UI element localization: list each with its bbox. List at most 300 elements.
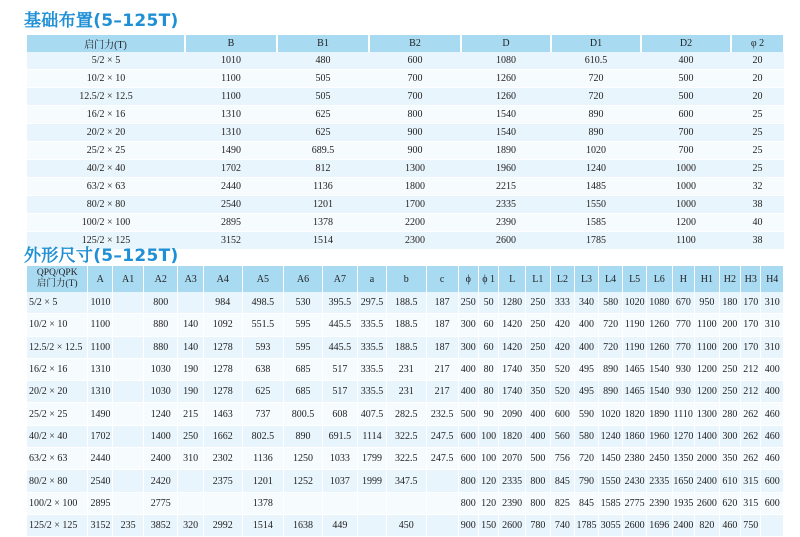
table-cell: 231 [386, 358, 426, 380]
table-cell: 1310 [88, 381, 113, 403]
table-cell: 1662 [204, 425, 243, 447]
table-cell: 880 [144, 314, 178, 336]
table-cell: 890 [598, 381, 623, 403]
table-cell: 10/2 × 10 [27, 314, 88, 336]
table-cell: 1260 [646, 314, 672, 336]
header-cell: D2 [641, 35, 731, 52]
table-cell: 335.5 [358, 358, 387, 380]
table-cell: 1100 [641, 232, 731, 250]
table-cell: 1585 [598, 492, 623, 514]
table-cell: 1799 [358, 448, 387, 470]
table-cell: 2895 [185, 214, 277, 232]
table-cell: 247.5 [426, 425, 458, 447]
table-cell: 1278 [204, 358, 243, 380]
table-cell: 505 [277, 70, 369, 88]
table-cell: 400 [458, 358, 478, 380]
table-cell [113, 292, 144, 314]
table-cell: 2600 [461, 232, 551, 250]
table-cell: 1100 [88, 314, 113, 336]
table-cell: 2540 [185, 196, 277, 214]
table-cell: 32 [731, 178, 784, 196]
table-cell: 3055 [598, 514, 623, 536]
table-cell: 498.5 [242, 292, 284, 314]
table-cell: 170 [741, 292, 761, 314]
table-cell: 20 [731, 70, 784, 88]
table-cell: 1300 [369, 160, 461, 178]
table-cell: 1378 [277, 214, 369, 232]
header-cell: A1 [113, 266, 144, 292]
table-cell: 38 [731, 232, 784, 250]
table-row [27, 336, 784, 358]
table-cell: 1037 [322, 470, 357, 492]
table-cell: 125/2 × 125 [27, 514, 88, 536]
header-cell: a [358, 266, 387, 292]
table-cell: 770 [672, 336, 694, 358]
table-cell: 100 [478, 448, 498, 470]
table-cell: 1000 [641, 196, 731, 214]
table-cell: 2200 [369, 214, 461, 232]
table-cell: 984 [204, 292, 243, 314]
header-cell: B1 [277, 35, 369, 52]
table-cell: 517 [322, 358, 357, 380]
table-cell: 250 [719, 381, 740, 403]
table-cell: 262 [741, 403, 761, 425]
table-row [27, 160, 784, 178]
table-cell: 2335 [499, 470, 526, 492]
table-cell: 2070 [499, 448, 526, 470]
table-cell: 212 [741, 381, 761, 403]
table-cell: 1514 [277, 232, 369, 250]
table-cell: 825 [550, 492, 575, 514]
table-cell: 2440 [88, 448, 113, 470]
table-cell: 2440 [185, 178, 277, 196]
table-cell: 20 [731, 52, 784, 70]
table-cell: 10/2 × 10 [27, 70, 185, 88]
table-cell: 2775 [144, 492, 178, 514]
table-cell: 1020 [551, 142, 641, 160]
table-cell: 720 [575, 448, 599, 470]
header-cell: ϕ [458, 266, 478, 292]
table-cell: 890 [598, 358, 623, 380]
table-cell: 1270 [672, 425, 694, 447]
table-cell: 2450 [646, 448, 672, 470]
table-cell: 120 [478, 470, 498, 492]
table-cell: 315 [741, 492, 761, 514]
table-row [27, 106, 784, 124]
table-cell: 400 [761, 358, 784, 380]
table-cell: 5/2 × 5 [27, 292, 88, 314]
table-cell: 756 [550, 448, 575, 470]
table-cell: 125/2 × 125 [27, 232, 185, 250]
header-cell: c [426, 266, 458, 292]
table-cell: 1030 [144, 381, 178, 403]
table-cell: 1278 [204, 336, 243, 358]
table-cell: 600 [761, 470, 784, 492]
table-cell: 120 [478, 492, 498, 514]
table-cell: 2430 [623, 470, 647, 492]
table-cell: 1696 [646, 514, 672, 536]
table-cell: 1310 [88, 358, 113, 380]
table-cell: 1300 [695, 403, 720, 425]
table-cell: 1278 [204, 381, 243, 403]
table-cell: 2215 [461, 178, 551, 196]
table-cell: 517 [322, 381, 357, 403]
table-cell: 300 [458, 314, 478, 336]
table-cell: 1252 [284, 470, 323, 492]
table-cell: 1550 [598, 470, 623, 492]
table-cell [426, 514, 458, 536]
table-cell: 800.5 [284, 403, 323, 425]
table-cell: 2992 [204, 514, 243, 536]
table-cell: 1092 [204, 314, 243, 336]
table-cell: 625 [277, 106, 369, 124]
header-cell: φ 2 [731, 35, 784, 52]
table-cell: 449 [322, 514, 357, 536]
table-cell: 340 [575, 292, 599, 314]
table-cell: 450 [386, 514, 426, 536]
table-cell: 395.5 [322, 292, 357, 314]
table-cell: 900 [369, 142, 461, 160]
table-cell: 770 [672, 314, 694, 336]
header-cell: L [499, 266, 526, 292]
table-cell: 2400 [144, 448, 178, 470]
table-cell: 350 [719, 448, 740, 470]
header-cell: b [386, 266, 426, 292]
table-cell: 333 [550, 292, 575, 314]
table-cell: 1201 [277, 196, 369, 214]
table-cell: 880 [144, 336, 178, 358]
table-cell: 215 [178, 403, 204, 425]
table-cell: 60 [478, 314, 498, 336]
table-row [27, 492, 784, 514]
table-cell: 315 [741, 470, 761, 492]
table-cell: 1240 [598, 425, 623, 447]
table-cell: 595 [284, 336, 323, 358]
table-cell: 40 [731, 214, 784, 232]
table-cell: 2335 [646, 470, 672, 492]
table-row [27, 196, 784, 214]
table-cell: 1100 [695, 314, 720, 336]
table-cell: 212 [741, 358, 761, 380]
table-cell: 250 [719, 358, 740, 380]
header-cell: L2 [550, 266, 575, 292]
header-cell: A2 [144, 266, 178, 292]
table-cell: 1260 [646, 336, 672, 358]
table-cell: 520 [550, 381, 575, 403]
table-cell: 300 [458, 336, 478, 358]
table-cell: 890 [551, 124, 641, 142]
table-cell: 1463 [204, 403, 243, 425]
table-cell: 1585 [551, 214, 641, 232]
table-row [27, 358, 784, 380]
table-cell: 620 [719, 492, 740, 514]
table-cell: 1465 [623, 358, 647, 380]
section-title-foundation: 基础布置(5–125T) [24, 11, 179, 31]
table-cell: 50 [478, 292, 498, 314]
header-cell: B [185, 35, 277, 52]
table-cell: 3852 [144, 514, 178, 536]
header-model-line1: QPQ/QPK [36, 268, 78, 278]
table-cell: 1514 [242, 514, 284, 536]
table-cell [113, 336, 144, 358]
table-cell: 625 [242, 381, 284, 403]
table-cell: 400 [761, 381, 784, 403]
table-cell: 1450 [598, 448, 623, 470]
table-cell: 188.5 [386, 336, 426, 358]
table-cell [358, 492, 387, 514]
table-cell: 2540 [88, 470, 113, 492]
table-cell: 400 [458, 381, 478, 403]
table-cell: 170 [741, 314, 761, 336]
table-cell [284, 492, 323, 514]
table-cell: 580 [575, 425, 599, 447]
table-cell: 400 [641, 52, 731, 70]
table-cell: 1702 [185, 160, 277, 178]
table-cell: 1540 [461, 106, 551, 124]
table-cell: 1200 [641, 214, 731, 232]
table-cell: 930 [672, 358, 694, 380]
header-cell-model [27, 266, 88, 292]
table-cell: 600 [550, 403, 575, 425]
table-cell [426, 470, 458, 492]
table-cell: 800 [526, 492, 551, 514]
table-cell: 460 [761, 448, 784, 470]
table-cell: 1100 [88, 336, 113, 358]
table-cell: 720 [598, 314, 623, 336]
table-cell: 1260 [461, 70, 551, 88]
header-cell: ϕ 1 [478, 266, 498, 292]
header-cell: D1 [551, 35, 641, 52]
table-cell: 250 [526, 292, 551, 314]
table-cell: 3152 [88, 514, 113, 536]
table-cell: 445.5 [322, 336, 357, 358]
header-model-line2: 启门力(T) [36, 279, 78, 289]
table-cell: 560 [550, 425, 575, 447]
header-cell: A3 [178, 266, 204, 292]
table-cell: 188.5 [386, 314, 426, 336]
table-cell: 600 [761, 492, 784, 514]
table-cell [113, 425, 144, 447]
table-cell: 80/2 × 80 [27, 196, 185, 214]
table-cell: 1420 [499, 314, 526, 336]
table-cell: 310 [761, 292, 784, 314]
table-cell: 2390 [646, 492, 672, 514]
header-cell: H1 [695, 266, 720, 292]
table-cell: 820 [695, 514, 720, 536]
table-cell: 170 [741, 336, 761, 358]
table-cell: 1540 [646, 358, 672, 380]
table-cell: 780 [526, 514, 551, 536]
table-cell: 1033 [322, 448, 357, 470]
table-cell: 322.5 [386, 448, 426, 470]
table-cell: 1400 [144, 425, 178, 447]
table-cell: 1785 [551, 232, 641, 250]
table-row [27, 403, 784, 425]
table-cell: 407.5 [358, 403, 387, 425]
table-cell: 1490 [88, 403, 113, 425]
table-cell [113, 403, 144, 425]
table-row [27, 470, 784, 492]
table-cell: 930 [672, 381, 694, 403]
table-cell: 63/2 × 63 [27, 448, 88, 470]
table-cell: 40/2 × 40 [27, 160, 185, 178]
table-cell: 400 [526, 425, 551, 447]
table-cell: 60 [478, 336, 498, 358]
table-cell: 187 [426, 314, 458, 336]
table-cell: 600 [369, 52, 461, 70]
table-cell: 610.5 [551, 52, 641, 70]
table-cell: 140 [178, 314, 204, 336]
header-cell: H [672, 266, 694, 292]
table-cell: 500 [458, 403, 478, 425]
table-cell: 310 [761, 314, 784, 336]
table-row [27, 314, 784, 336]
table-cell [426, 492, 458, 514]
table-cell: 1240 [144, 403, 178, 425]
table-row [27, 52, 784, 70]
table-cell: 12.5/2 × 12.5 [27, 336, 88, 358]
table-cell: 140 [178, 336, 204, 358]
table-cell: 1740 [499, 358, 526, 380]
table-cell: 800 [144, 292, 178, 314]
table-cell: 1100 [185, 70, 277, 88]
table-cell: 737 [242, 403, 284, 425]
table-cell: 500 [641, 70, 731, 88]
table-cell: 310 [761, 336, 784, 358]
table-cell: 1378 [242, 492, 284, 514]
table-cell: 625 [277, 124, 369, 142]
table-cell: 2400 [695, 470, 720, 492]
table-cell: 1020 [623, 292, 647, 314]
table-cell: 1485 [551, 178, 641, 196]
table-cell: 2775 [623, 492, 647, 514]
table-cell: 1030 [144, 358, 178, 380]
header-cell: A6 [284, 266, 323, 292]
table-cell: 495 [575, 358, 599, 380]
header-cell: L5 [623, 266, 647, 292]
table-cell: 1114 [358, 425, 387, 447]
table-cell [178, 470, 204, 492]
table-cell: 1638 [284, 514, 323, 536]
header-cell: L3 [575, 266, 599, 292]
table-cell: 1000 [641, 160, 731, 178]
table-cell: 790 [575, 470, 599, 492]
table-cell: 600 [641, 106, 731, 124]
table-cell: 1960 [646, 425, 672, 447]
table-cell: 231 [386, 381, 426, 403]
table-cell: 608 [322, 403, 357, 425]
table-row [27, 124, 784, 142]
table-cell: 300 [719, 425, 740, 447]
table-cell: 1650 [672, 470, 694, 492]
header-cell: 启门力(T) [27, 35, 185, 52]
table-cell: 320 [178, 514, 204, 536]
table-cell: 187 [426, 336, 458, 358]
table-cell: 2000 [695, 448, 720, 470]
table-cell: 1465 [623, 381, 647, 403]
header-cell: B2 [369, 35, 461, 52]
table-cell: 700 [369, 88, 461, 106]
table-cell: 500 [641, 88, 731, 106]
table-cell [113, 381, 144, 403]
table-cell [204, 492, 243, 514]
table-cell: 335.5 [358, 336, 387, 358]
table-cell: 420 [550, 314, 575, 336]
table-cell: 1890 [461, 142, 551, 160]
table-cell: 282.5 [386, 403, 426, 425]
table-cell: 250 [526, 314, 551, 336]
table-cell: 25/2 × 25 [27, 142, 185, 160]
table-cell: 812 [277, 160, 369, 178]
table-row [27, 381, 784, 403]
table-cell: 505 [277, 88, 369, 106]
table-row [27, 70, 784, 88]
table-cell: 232.5 [426, 403, 458, 425]
table-cell: 720 [598, 336, 623, 358]
table-cell: 200 [719, 336, 740, 358]
outline-dimensions-table [27, 266, 784, 537]
table-cell: 1080 [461, 52, 551, 70]
header-cell: D [461, 35, 551, 52]
table-cell: 740 [550, 514, 575, 536]
table-cell: 280 [719, 403, 740, 425]
table-cell: 217 [426, 381, 458, 403]
table-cell: 1200 [695, 358, 720, 380]
table-cell: 350 [526, 381, 551, 403]
table-row [27, 425, 784, 447]
table-cell: 445.5 [322, 314, 357, 336]
table-cell: 1080 [646, 292, 672, 314]
table-cell: 802.5 [242, 425, 284, 447]
table-row [27, 448, 784, 470]
table-cell: 262 [741, 425, 761, 447]
table-cell [113, 492, 144, 514]
table-cell: 350 [526, 358, 551, 380]
table-cell: 262 [741, 448, 761, 470]
table-cell: 700 [641, 124, 731, 142]
table-cell: 845 [550, 470, 575, 492]
table-cell: 25 [731, 124, 784, 142]
table-cell: 1550 [551, 196, 641, 214]
table-cell: 1540 [646, 381, 672, 403]
table-cell: 3152 [185, 232, 277, 250]
table-cell: 800 [458, 492, 478, 514]
table-cell: 400 [575, 314, 599, 336]
table-cell: 1702 [88, 425, 113, 447]
table-cell: 1100 [695, 336, 720, 358]
table-cell: 551.5 [242, 314, 284, 336]
table-cell: 16/2 × 16 [27, 358, 88, 380]
table-cell: 500 [526, 448, 551, 470]
table-cell: 1260 [461, 88, 551, 106]
table-cell: 900 [458, 514, 478, 536]
table-cell: 1190 [623, 336, 647, 358]
table-cell: 460 [719, 514, 740, 536]
table-cell: 187 [426, 292, 458, 314]
table-cell: 190 [178, 358, 204, 380]
table-cell: 2390 [461, 214, 551, 232]
table-cell: 1310 [185, 124, 277, 142]
table-cell: 38 [731, 196, 784, 214]
table-cell: 247.5 [426, 448, 458, 470]
table-cell: 150 [478, 514, 498, 536]
header-cell: A [88, 266, 113, 292]
table-cell [178, 492, 204, 514]
table-cell: 2600 [695, 492, 720, 514]
table-cell: 2420 [144, 470, 178, 492]
table-cell: 1860 [623, 425, 647, 447]
table-cell: 520 [550, 358, 575, 380]
